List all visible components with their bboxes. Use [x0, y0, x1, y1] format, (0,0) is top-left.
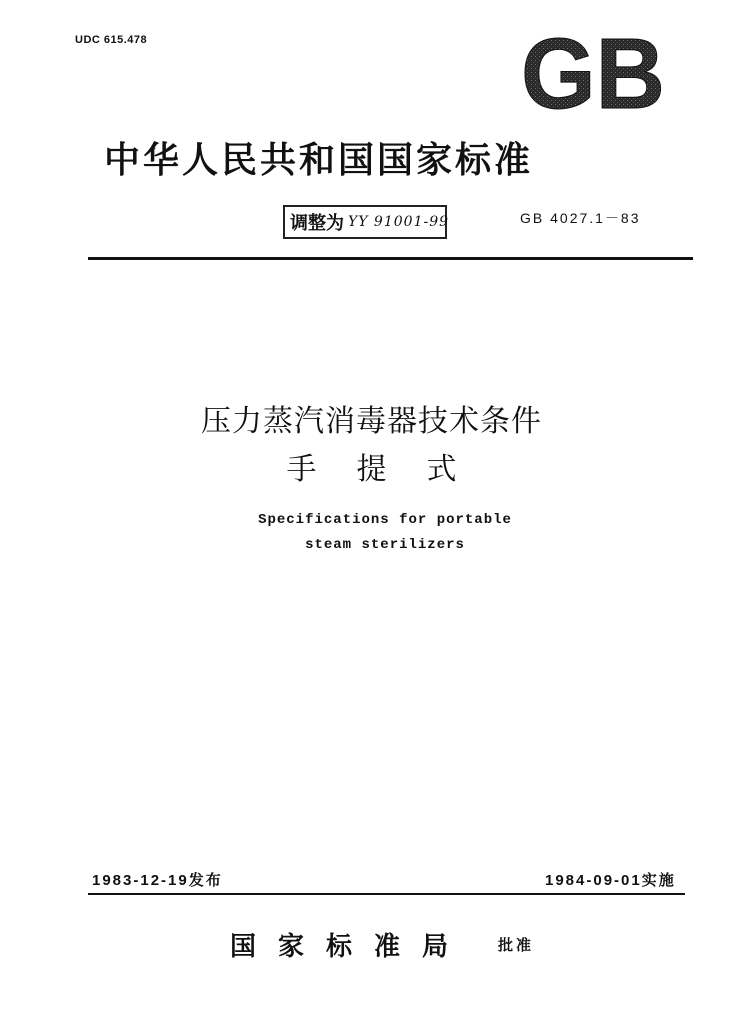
document-subtitle-zh: 手提式	[286, 452, 497, 487]
top-divider	[88, 257, 693, 260]
national-standard-heading: 中华人民共和国国家标准	[104, 140, 534, 181]
effective-date: 1984-09-01实施	[545, 872, 676, 889]
issuing-bureau: 国家标准局	[230, 932, 471, 962]
document-title-zh: 压力蒸汽消毒器技术条件	[201, 404, 542, 439]
gb-logo	[519, 32, 667, 114]
standard-number: GB 4027.1－83	[520, 210, 641, 226]
issue-date: 1983-12-19发布	[92, 872, 223, 889]
adjustment-stamp-label: 调整为	[290, 213, 344, 234]
udc-code: UDC 615.478	[75, 34, 148, 46]
approval-label: 批准	[498, 936, 535, 954]
svg-text:GB: GB	[521, 32, 665, 114]
document-title-en-line1: Specifications for portable	[258, 512, 512, 528]
document-title-en-line2: steam sterilizers	[305, 537, 465, 553]
bottom-divider	[88, 893, 685, 895]
adjustment-stamp-code: YY 91001-99	[348, 214, 450, 230]
adjustment-stamp	[283, 205, 450, 239]
